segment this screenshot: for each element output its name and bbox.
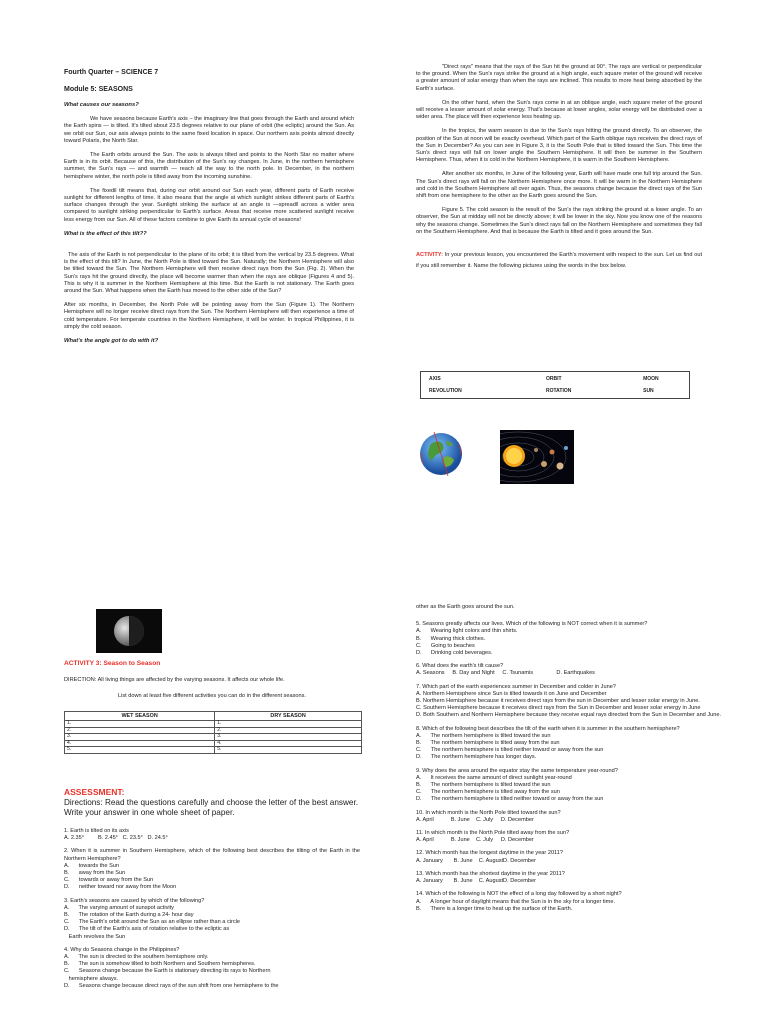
question-item <box>416 683 722 720</box>
answer-option: A. April B. June C. July D. December <box>416 837 534 844</box>
question-item <box>416 850 712 864</box>
answer-option: A. It receives the same amount of direct sunlight year-round <box>416 774 572 781</box>
question-item <box>64 828 360 842</box>
answer-option: D. Both Southern and Northern Hemisphere because they receive equal rays directed from the Sun in December and June. <box>416 712 722 719</box>
answer-option: B. There is a longer time to heat up the surface of the Earth. <box>416 905 573 912</box>
question-item <box>416 726 712 762</box>
answer-option: A. Northern Hemisphere since Sun is tilted towards it on June and December <box>416 690 607 697</box>
question-stem: 2. When it is summer in Southern Hemisphere, which of the following best describes the tilting of the Earth in the Northern Hemisphere? <box>64 848 360 862</box>
question-stem: 7. Which part of the earth experiences summer in December and colder in June? <box>416 683 616 690</box>
paragraph: On the other hand, when the Sun's rays come in at an oblique angle, each square meter of the ground will receive a lesser amount of solar energy. That's because at lower angles, solar energy will be distributed over a wider area. The place will then experience less heating up. <box>416 99 702 121</box>
word-moon: MOON <box>643 376 659 382</box>
answer-option: D. neither toward nor away from the Moon <box>64 884 177 891</box>
answer-option: A. 2.35° B. 2.45° C. 23.5° D. 24.5° <box>64 835 168 842</box>
left-column-p2 <box>64 660 360 701</box>
question-item <box>64 848 360 891</box>
word-axis: AXIS <box>429 376 441 382</box>
question-stem: 3. Earth's seasons are caused by which of the following? <box>64 897 205 904</box>
question-stem: 5. Seasons greatly affects our lives. Which of the following is NOT correct when it is summer? <box>416 621 648 628</box>
answer-option: C. towards or away from the Sun <box>64 877 154 884</box>
paragraph: "Direct rays" means that the rays of the Sun hit the ground at 90°. The rays are vertical or perpendicular to the ground. When the Sun's rays strike the ground at a high angle, each square meter of the ground will receive a greater amount of solar energy than when the rays are inclined. This results to more heat being absorbed by the Earth's surface. <box>416 64 702 92</box>
answer-option: A. The sun is directed to the southern hemisphere only. <box>64 954 209 961</box>
page-title: Fourth Quarter – SCIENCE 7 <box>64 69 159 76</box>
list-instruction: List down at least five different activities you can do in the different seasons. <box>118 693 306 700</box>
paragraph: The Earth orbits around the Sun. The axis is always tilted and points to the North Star no matter where Earth is in its orbit. Because of this, the distribution of the Sun's ray changes. In June, in the northern hemisphere summer, the Sun's rays — and warmth — reach all the way to the north pole. In December, in the northern hemisphere winter, the north pole is tilted away from the incoming sunshine. <box>64 152 354 180</box>
question-item <box>416 663 712 677</box>
answer-option: A. A longer hour of daylight means that the Sun is in the sky for a longer time. <box>416 898 615 905</box>
question-item <box>416 830 712 844</box>
dry-cell[interactable]: 3. <box>215 734 362 741</box>
answer-option: A. The varying amount of sunspot activity <box>64 904 174 911</box>
paragraph: After another six months, in June of the following year, Earth will have made one full trip around the Sun. The Sun's direct rays will fall on the Northern Hemisphere once more. It will be warm in the Northern Hemisphere and cold in the Southern Hemisphere all over again. Thus, the seasons change because the direct rays of the Sun shift from one hemisphere to the other as the Earth goes around the Sun. <box>416 171 702 200</box>
activity-label: ACTIVITY: <box>416 252 443 259</box>
dry-season-header: DRY SEASON <box>215 712 362 721</box>
question-item <box>416 891 712 913</box>
question-stem: 11. In which month is the North Pole tilted away from the sun? <box>416 830 570 837</box>
answer-option: hemisphere always. <box>64 975 119 982</box>
question-stem: 8. Which of the following best describes the tilt of the earth when it is summer in the southern hemisphere? <box>416 725 680 732</box>
answer-option: C. The Earth's orbit around the Sun as an ellipse rather than a circle <box>64 919 241 926</box>
wet-cell[interactable]: 1. <box>65 721 215 728</box>
answer-option: C. The northern hemisphere is tilted neither toward or away from the sun <box>416 747 604 754</box>
answer-option: B. Northern Hemisphere because it receives direct rays from the sun in December and lesser solar energy in June. <box>416 698 700 705</box>
assessment-directions: Directions: Read the questions carefully and choose the letter of the best answer. Write your answer in one whole sheet of paper. <box>64 798 359 817</box>
question-stem: 9. Why does the area around the equator stay the same temperature year-round? <box>416 767 618 774</box>
wet-cell[interactable]: 4. <box>65 740 215 747</box>
right-column-p2 <box>416 604 722 919</box>
dry-cell[interactable]: 4. <box>215 740 362 747</box>
question-item <box>64 898 360 941</box>
answer-option: D. The northern hemisphere is tilted neither toward or away from the sun <box>416 796 604 803</box>
question-item <box>64 947 360 990</box>
question-heading: What's the angle got to do with it? <box>64 338 159 345</box>
activity-text: In your previous lesson, you encountered the Earth's movement with respect to the sun. Let us find out if you still remember it. Name the following pictures using the words in the box below. <box>416 252 702 270</box>
answer-option: C. The northern hemisphere is tilted away from the sun <box>416 789 560 796</box>
question-item <box>416 871 712 885</box>
paragraph: We have seasons because Earth's axis – the imaginary line that goes through the Earth and around which the Earth spins — is tilted. It's tilted about 23.5 degrees relative to our plane of orbit (the ecliptic) around the Sun. As we orbit our Sun, our axis always points to the same fixed location in space. Our northern axis points almost directly toward Polaris, the North Star. <box>64 116 354 144</box>
solar-system-image <box>500 430 574 484</box>
wet-cell[interactable]: 5. <box>65 747 215 754</box>
paragraph: Figure 5. The cold season is the result of the Sun's the rays striking the ground at a lower angle. To an observer, the Sun at midday will not be directly above; it will be lower in the sky. Now you know one of the reasons why the seasons change. Sometimes the Sun's direct rays fall on the Northern Hemisphere and sometimes they fall on the Southern Hemisphere. And that is because the Earth is tilted and it goes around the Sun. <box>416 207 702 235</box>
answer-option: A. The northern hemisphere is tilted toward the sun <box>416 732 551 739</box>
answer-option: A. Seasons B. Day and Night C. Tsunamis D. Earthquakes <box>416 670 595 677</box>
earth-globe-image <box>416 429 466 479</box>
answer-option: B. Wearing thick clothes. <box>416 635 486 642</box>
answer-option: B. The northern hemisphere is tilted away from the sun <box>416 740 560 747</box>
answer-option: D. The northern hemisphere has longer days. <box>416 754 537 761</box>
question-stem: 14. Which of the following is NOT the effect of a long day followed by a short night? <box>416 891 622 898</box>
answer-option: C. Southern Hemisphere because it receives direct rays from the Sun in December and lesser solar energy in June <box>416 705 701 712</box>
table-row <box>65 747 362 754</box>
question-stem: 12. Which month has the longest daytime in the year 2011? <box>416 850 563 857</box>
wet-cell[interactable]: 2. <box>65 727 215 734</box>
question-item <box>416 810 712 824</box>
direction-text: DIRECTION: All living things are affected by the varying seasons. It affects our whole life. <box>64 677 285 684</box>
answer-option: A. April B. June C. July D. December <box>416 816 534 823</box>
answer-option: A. January B. June C. AugustD. December <box>416 857 537 864</box>
question-stem: 1. Earth is tilted on its axis <box>64 828 129 834</box>
assessment-title: ASSESSMENT: <box>64 787 125 797</box>
question-item <box>416 768 712 804</box>
question-heading: What causes our seasons? <box>64 102 139 108</box>
word-revolution: REVOLUTION <box>429 388 462 394</box>
moon-phase-image <box>96 609 162 653</box>
dry-cell[interactable]: 5. <box>215 747 362 754</box>
right-question-list <box>416 621 722 913</box>
question-stem: 13. Which month has the shortest daytime in the year 2011? <box>416 870 565 877</box>
right-column <box>416 64 702 279</box>
answer-option: D. The tilt of the Earth's axis of rotation relative to the ecliptic as <box>64 926 230 933</box>
paragraph: In the tropics, the warm season is due to the Sun's rays hitting the ground directly. To an observer, the position of the Sun at noon will be exactly overhead. Which part of the Earth oblique rays receives the direct rays of the Sun in December? As you can see in Figure 3, it is the South Pole that is tilted toward the Sun. This time the Sun's direct rays will fall on lower angle the Southern Hemisphere. It will then be summer in the Southern Hemisphere. Thus, when it is cold in the Northern Hemisphere, it is warm in the Southern Hemisphere. <box>416 128 702 164</box>
paragraph: After six months, in December, the North Pole will be pointing away from the Sun (Figure 1). The Northern Hemisphere will no longer receive direct rays from the Sun. The Northern Hemisphere will then experience a time of cold temperature. For temperate countries in the Northern Hemisphere, it will be winter. In tropical Philippines, it is simply the cold season. <box>64 302 354 330</box>
word-rotation: ROTATION <box>546 388 572 394</box>
continued-text: other as the Earth goes around the sun. <box>416 604 515 610</box>
answer-option: B. The sun is somehow tilted to both Northern and Southern hemispheres. <box>64 961 256 968</box>
answer-option: A. towards the Sun <box>64 862 120 869</box>
answer-option: C. Seasons change because the Earth is stationary directing its rays to Northern <box>64 968 271 975</box>
question-stem: 6. What does the earth's tilt cause? <box>416 663 504 670</box>
wet-cell[interactable]: 3. <box>65 734 215 741</box>
page-2 <box>0 512 768 1024</box>
word-box <box>420 371 690 399</box>
left-question-list <box>64 828 360 990</box>
question-heading: What is the effect of this tilt?? <box>64 230 147 237</box>
answer-option: D. Drinking cold beverages. <box>416 650 493 657</box>
assessment-section <box>64 787 360 996</box>
activity-paragraph <box>416 250 702 272</box>
word-orbit: ORBIT <box>546 376 562 382</box>
wet-season-header: WET SEASON <box>65 712 215 721</box>
answer-option: B. The northern hemisphere is tilted toward the sun <box>416 782 551 789</box>
dry-cell[interactable]: 2. <box>215 727 362 734</box>
left-column <box>64 68 354 352</box>
answer-option: Earth revolves the Sun <box>64 933 126 940</box>
answer-option: C. Going to beaches <box>416 642 475 649</box>
activity3-title: ACTIVITY 3: Season to Season <box>64 660 161 667</box>
answer-option: A. January B. June C. AugustD. December <box>416 878 537 885</box>
question-stem: 10. In which month is the North Pole tilted toward the sun? <box>416 809 561 816</box>
paragraph: The axis of the Earth is not perpendicular to the plane of its orbit; it is tilted from the vertical by 23.5 degrees. What is the effect of this tilt? In June, the North Pole is tilted toward the Sun. Naturally; the Northern Hemisphere will also be tilted toward the Sun. The Northern Hemisphere will then receive direct rays from the Sun (Fig. 2). When the Sun's rays hit the ground directly, the place will become warmer than when the rays are oblique (Figures 4 and 5). This is why it is summer in the Northern Hemisphere at this time. But the Earth is not stationary. The Earth goes around the Sun. What happens when the Earth has moved to the other side of the Sun? <box>64 252 354 295</box>
dry-cell[interactable]: 1. <box>215 721 362 728</box>
answer-option: B. away from the Sun <box>64 870 126 877</box>
answer-option: A. Wearing light colors and thin shirts. <box>416 628 518 635</box>
module-title: Module 5: SEASONS <box>64 86 133 93</box>
question-stem: 4. Why do Seasons change in the Philippines? <box>64 946 180 953</box>
paragraph: The fixedil tilt means that, during our orbit around our Sun each year, different parts of Earth receive sunlight for different lengths of time. It also means that the angle at which sunlight strikes different parts of Earth's surface changes through the year. Sunlight striking the surface at an angle is —spreadǁ across a wider area compared to sunlight striking perpendicular to Earth's surface. Areas that receive more scattered sunlight receive less energy from our Sun. All of these factors combine to give Earth its annual cycle of seasons! <box>64 187 354 223</box>
question-item <box>416 621 712 657</box>
answer-option: B. The rotation of the Earth during a 24- hour day <box>64 912 194 919</box>
answer-option: D. Seasons change because direct rays of the sun shift from one hemisphere to the <box>64 982 279 989</box>
word-sun: SUN <box>643 388 654 394</box>
season-table <box>64 711 362 754</box>
